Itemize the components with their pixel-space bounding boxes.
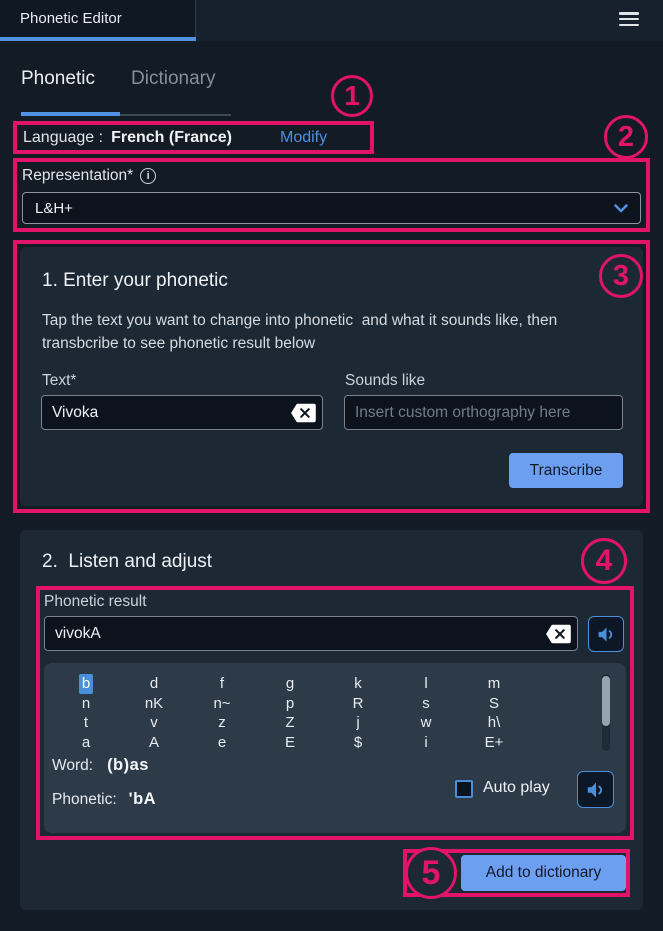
phoneme-cell[interactable]: $ (353, 733, 363, 751)
phoneme-cell[interactable]: p (285, 694, 295, 712)
phoneme-cell[interactable]: Z (285, 714, 295, 731)
phoneme-cell[interactable]: n (81, 694, 91, 712)
phonetic-result-input[interactable] (44, 616, 578, 651)
phonetic-row (52, 790, 156, 809)
annotation-circle-1: 1 (331, 75, 373, 117)
phoneme-cell[interactable]: b (79, 674, 93, 694)
representation-label: Representation* (22, 167, 134, 184)
menu-icon[interactable] (619, 12, 639, 26)
clear-result-icon[interactable] (545, 624, 571, 644)
representation-dropdown[interactable] (22, 192, 641, 224)
phoneme-cell[interactable]: E (284, 733, 295, 751)
clear-text-icon[interactable] (290, 403, 316, 423)
titlebar-tab[interactable] (0, 0, 196, 37)
enter-section-heading: 1. Enter your phonetic (42, 270, 228, 291)
phoneme-cell[interactable]: h\ (487, 714, 501, 731)
phoneme-cell[interactable]: i (424, 733, 428, 751)
phoneme-cell[interactable]: a (81, 733, 91, 751)
annotation-circle-4: 4 (581, 538, 627, 584)
add-to-dictionary-button[interactable]: Add to dictionary (461, 855, 626, 891)
scrollbar-thumb[interactable] (602, 676, 610, 726)
phoneme-panel (44, 663, 626, 833)
titlebar-tab-accent (0, 37, 196, 41)
enter-phonetic-card (20, 247, 643, 506)
word-label: Word: (52, 757, 94, 774)
phoneme-cell[interactable]: d (149, 675, 159, 692)
sounds-like-input[interactable] (344, 395, 623, 430)
phoneme-cell[interactable]: w (420, 714, 432, 731)
autoplay-checkbox[interactable] (455, 780, 473, 798)
phoneme-cell[interactable]: t (83, 714, 89, 731)
text-input[interactable] (41, 395, 323, 430)
language-value: French (France) (111, 128, 232, 146)
phonetic-label: Phonetic: (52, 791, 117, 808)
phoneme-scrollbar[interactable] (602, 674, 610, 751)
phoneme-cell[interactable]: f (219, 675, 225, 692)
phoneme-cell[interactable]: s (422, 694, 430, 712)
chevron-down-icon (614, 204, 628, 213)
text-field-label: Text* (42, 372, 77, 389)
listen-section-heading: 2. Listen and adjust (42, 551, 213, 572)
play-result-button[interactable] (588, 616, 624, 652)
phoneme-cell[interactable]: j (356, 714, 360, 731)
listen-adjust-card (20, 530, 643, 910)
titlebar (0, 0, 663, 41)
phoneme-cell[interactable]: A (148, 733, 159, 751)
speaker-icon (596, 624, 617, 645)
speaker-icon (585, 779, 607, 801)
representation-value: L&H+ (35, 199, 73, 217)
modify-language-link[interactable]: Modify (280, 128, 328, 146)
language-row (23, 121, 327, 154)
tab-dictionary[interactable]: Dictionary (131, 68, 216, 89)
phoneme-cell[interactable]: S (488, 694, 499, 712)
active-tab-underline (21, 112, 120, 116)
phoneme-cell[interactable]: m (487, 675, 501, 692)
phoneme-cell[interactable]: k (354, 675, 362, 692)
autoplay-label: Auto play (483, 779, 550, 796)
tab-divider-line (120, 114, 231, 116)
annotation-circle-3: 3 (599, 254, 643, 298)
phoneme-cell[interactable]: E+ (484, 733, 504, 751)
phonetic-result-label: Phonetic result (44, 593, 147, 610)
tab-phonetic[interactable]: Phonetic (21, 68, 95, 89)
phoneme-cell[interactable]: nK (144, 694, 164, 712)
representation-label-row (22, 167, 156, 185)
phoneme-cell[interactable]: z (218, 714, 226, 731)
word-row (52, 756, 149, 775)
word-value: (b)as (107, 756, 149, 774)
annotation-circle-5: 5 (405, 847, 457, 899)
info-icon[interactable]: i (140, 168, 156, 184)
app-title: Phonetic Editor (20, 10, 122, 27)
play-word-button[interactable] (577, 771, 614, 808)
phoneme-cell[interactable]: n~ (213, 694, 231, 712)
enter-section-description: Tap the text you want to change into phonetic and what it sounds like, then transbcribe to see phonetic result below (42, 312, 562, 352)
phoneme-cell[interactable]: l (424, 675, 428, 692)
phoneme-grid (52, 674, 528, 752)
phoneme-cell[interactable]: e (217, 733, 227, 751)
language-label: Language : (23, 128, 104, 146)
phoneme-cell[interactable]: g (285, 675, 295, 692)
transcribe-button[interactable]: Transcribe (509, 453, 623, 488)
phonetic-value: 'bA (128, 790, 157, 808)
sounds-like-label: Sounds like (345, 372, 426, 389)
annotation-circle-2: 2 (604, 115, 648, 159)
phoneme-cell[interactable]: v (150, 714, 158, 731)
phoneme-cell[interactable]: R (352, 694, 364, 712)
